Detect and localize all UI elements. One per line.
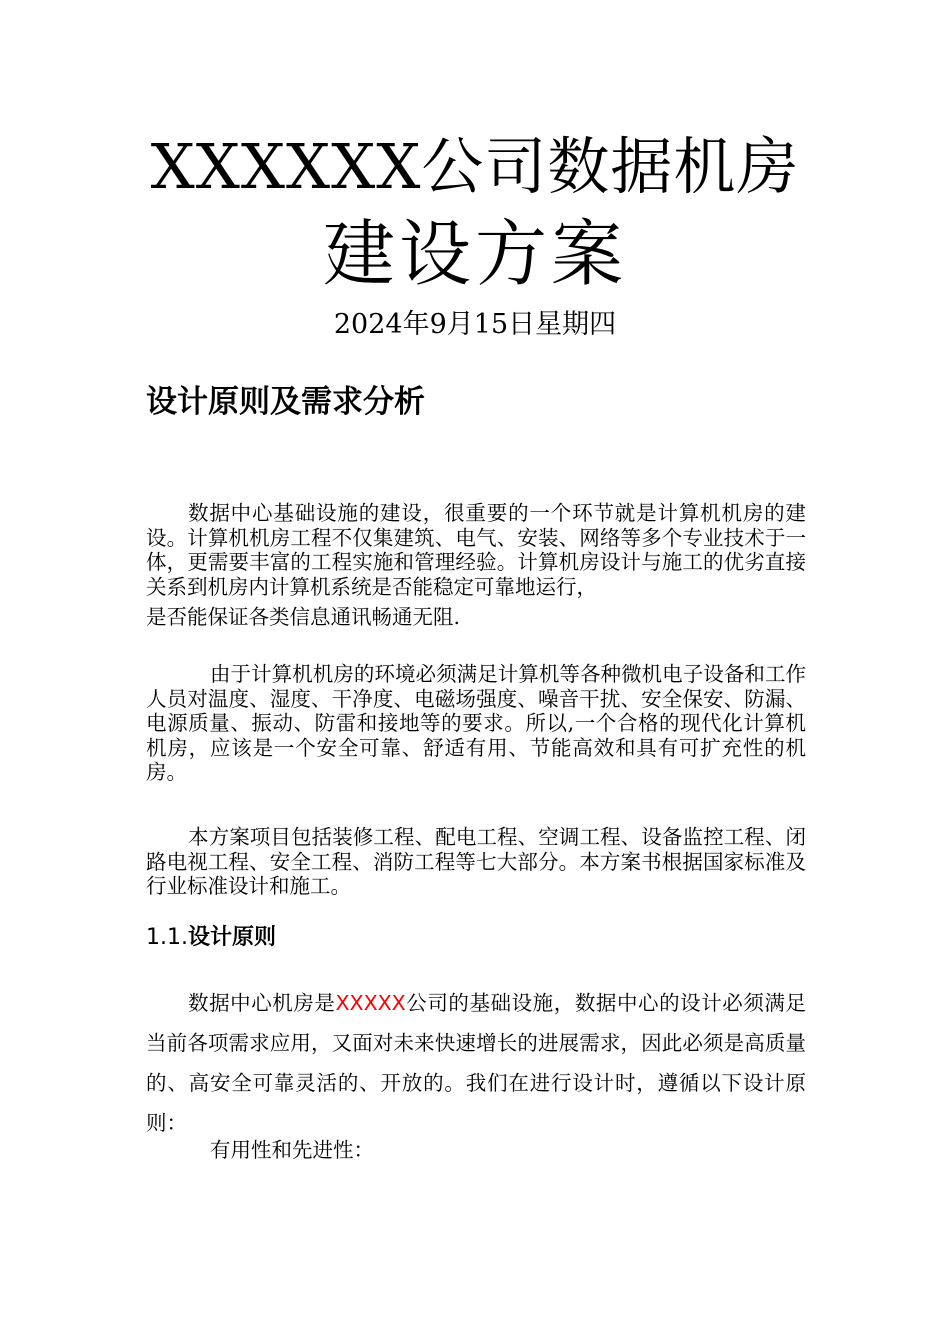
subsection-heading: [146, 921, 276, 954]
document-date: 2024年9月15日星期四: [333, 309, 617, 340]
subsection-number: 1.1.: [146, 925, 188, 950]
company-placeholder-highlight: XXXXX: [335, 991, 406, 1015]
subsection-title: 设计原则: [187, 925, 276, 950]
paragraph-1-main: 数据中心基础设施的建设，很重要的一个环节就是计算机机房的建设。计算机机房工程不仅集建筑、电气、安装、网络等多个专业技术于一体，更需要丰富的工程实施和管理经验。计算机房设计与施工的优劣直接关系到机房内计算机系统是否能稳定可靠地运行，: [146, 501, 806, 599]
document-title-line1: XXXXXX公司数据机房: [150, 130, 800, 203]
paragraph-4-after: 公司的基础设施，数据中心的设计必须满足当前各项需求应用，又面对未来快速增长的进展需求，因此必须是高质量的、高安全可靠灵活的、开放的。我们在进行设计时，遵循以下设计原则：: [146, 991, 807, 1135]
paragraph-4: [146, 983, 806, 1143]
paragraph-2: 由于计算机机房的环境必须满足计算机等各种微机电子设备和工作人员对温度、湿度、干净度、电磁场强度、噪音干扰、安全保安、防漏、电源质量、振动、防雷和接地等的要求。所以,一个合格的现代化计算机机房，应该是一个安全可靠、舒适有用、节能高效和具有可扩充性的机房。: [146, 662, 806, 784]
section-heading: 设计原则及需求分析: [146, 384, 425, 420]
document-title-line2: 建设方案: [322, 212, 627, 296]
paragraph-3: 本方案项目包括装修工程、配电工程、空调工程、设备监控工程、闭路电视工程、安全工程、消防工程等七大部分。本方案书根据国家标准及行业标准设计和施工。: [146, 825, 806, 898]
paragraph-1-last: 是否能保证各类信息通讯畅通无阻.: [146, 605, 461, 629]
paragraph-4-before: 数据中心机房是: [188, 991, 336, 1015]
paragraph-5: 有用性和先进性：: [210, 1138, 374, 1162]
paragraph-1: [146, 501, 806, 630]
